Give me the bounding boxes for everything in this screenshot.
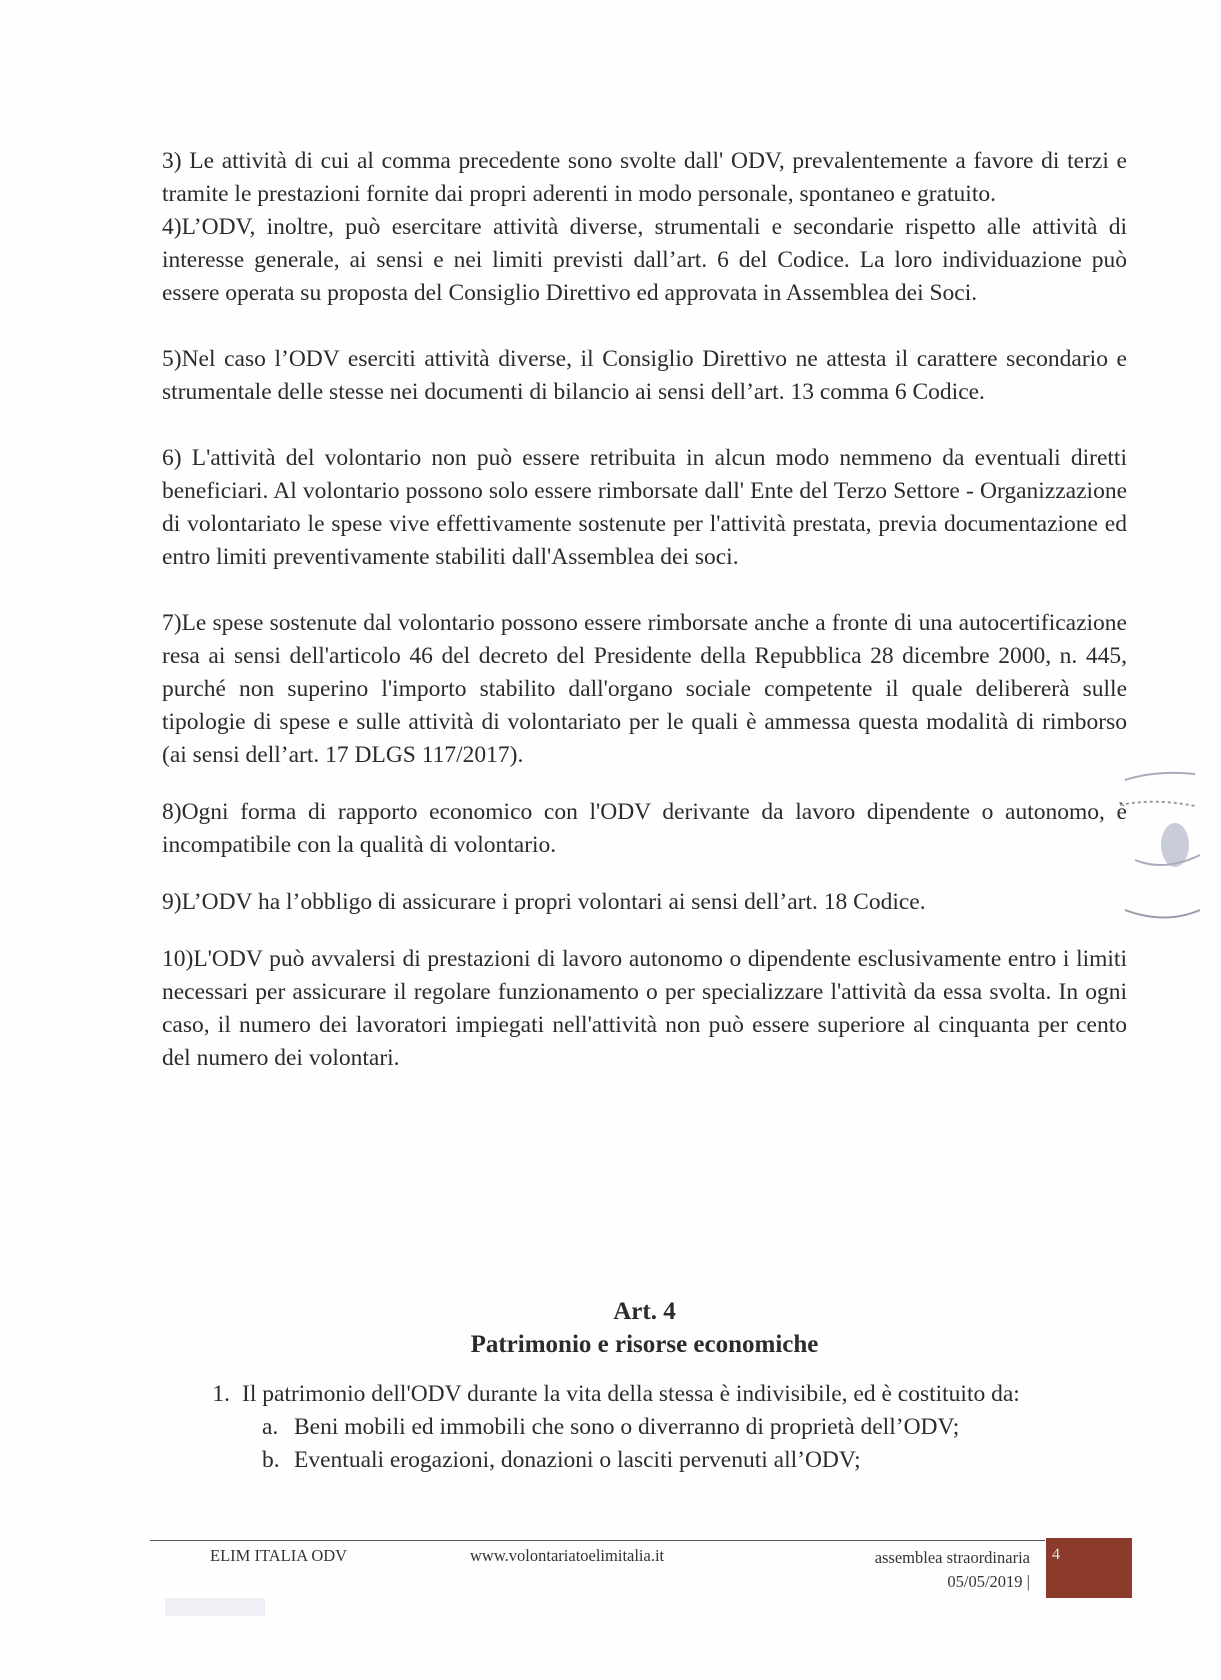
- paragraph-4: 4)L’ODV, inoltre, può esercitare attività diverse, strumentali e secondarie rispetto alle attività di interesse generale, ai sensi e nei limiti previsti dall’art. 6 del Codice. La loro individuazione può essere operata su proposta del Consiglio Direttivo ed approvata in Assemblea dei Soci.: [162, 214, 1127, 306]
- paragraph-9: 9)L’ODV ha l’obbligo di assicurare i propri volontari ai sensi dell’art. 18 Codice.: [162, 889, 926, 915]
- paragraph-3: 3) Le attività di cui al comma precedente sono svolte dall' ODV, prevalentemente a favore di terzi e tramite le prestazioni fornite dai propri aderenti in modo personale, spontaneo e gratuito.: [162, 148, 1127, 207]
- sub-list-text: Beni mobili ed immobili che sono o diverranno di proprietà dell’ODV;: [294, 1414, 960, 1440]
- list-text: Il patrimonio dell'ODV durante la vita della stessa è indivisibile, ed è costituito da:: [242, 1381, 1020, 1407]
- paragraph-6: 6) L'attività del volontario non può essere retribuita in alcun modo nemmeno da eventuali diretti beneficiari. Al volontario possono solo essere rimborsate dall' Ente del Terzo Settore - Organizzazione di volontariato le spese vive effettivamente sostenute per l'attività prestata, previa documentazione ed entro limiti preventivamente stabiliti dall'Assemblea dei soci.: [162, 445, 1127, 570]
- sub-list-item: [162, 1444, 1127, 1477]
- stamp-mark-icon: [1115, 760, 1205, 940]
- sub-list-text: Eventuali erogazioni, donazioni o lasciti pervenuti all’ODV;: [294, 1447, 861, 1473]
- sub-list-letter: a.: [262, 1414, 279, 1440]
- footer-event-title: assemblea straordinaria: [874, 1548, 1030, 1567]
- footer-event: [835, 1546, 1030, 1594]
- footer: [150, 1546, 1130, 1606]
- paragraph-10: 10)L'ODV può avvalersi di prestazioni di lavoro autonomo o dipendente esclusivamente entro i limiti necessari per assicurare il regolare funzionamento o per specializzare l'attività da essa svolta. In ogni caso, il numero dei lavoratori impiegati nell'attività non può essere superiore al cinquanta per cento del numero dei volontari.: [162, 946, 1127, 1071]
- footer-url: www.volontariatoelimitalia.it: [470, 1546, 665, 1565]
- list-item: [162, 1378, 1127, 1411]
- body-text: [162, 145, 1127, 1075]
- list-number: 1.: [212, 1381, 230, 1407]
- sub-list-letter: b.: [262, 1447, 280, 1473]
- footer-event-date: 05/05/2019 |: [947, 1572, 1030, 1591]
- paragraph-7: 7)Le spese sostenute dal volontario possono essere rimborsate anche a fronte di una autocertificazione resa ai sensi dell'articolo 46 del decreto del Presidente della Repubblica 28 dicembre 2000, n. 445, purché non superino l'importo stabilito dall'organo sociale competente il quale delibererà sulle tipologie di spese e sulle attività di volontariato per le quali è ammessa questa modalità di rimborso (ai sensi dell’art. 17 DLGS 117/2017).: [162, 610, 1127, 768]
- article-number: Art. 4: [613, 1298, 676, 1325]
- article-title: Patrimonio e risorse economiche: [470, 1331, 819, 1358]
- sub-list-item: [162, 1411, 1127, 1444]
- footer-divider: [150, 1540, 1045, 1541]
- footer-org: ELIM ITALIA ODV: [210, 1546, 348, 1565]
- paragraph-5: 5)Nel caso l’ODV eserciti attività diverse, il Consiglio Direttivo ne attesta il carattere secondario e strumentale delle stesse nei documenti di bilancio ai sensi dell’art. 13 comma 6 Codice.: [162, 346, 1127, 405]
- page-number: 4: [1046, 1538, 1132, 1598]
- paragraph-8: 8)Ogni forma di rapporto economico con l'ODV derivante da lavoro dipendente o autonomo, è incompatibile con la qualità di volontario.: [162, 799, 1127, 858]
- article-list: [162, 1378, 1127, 1477]
